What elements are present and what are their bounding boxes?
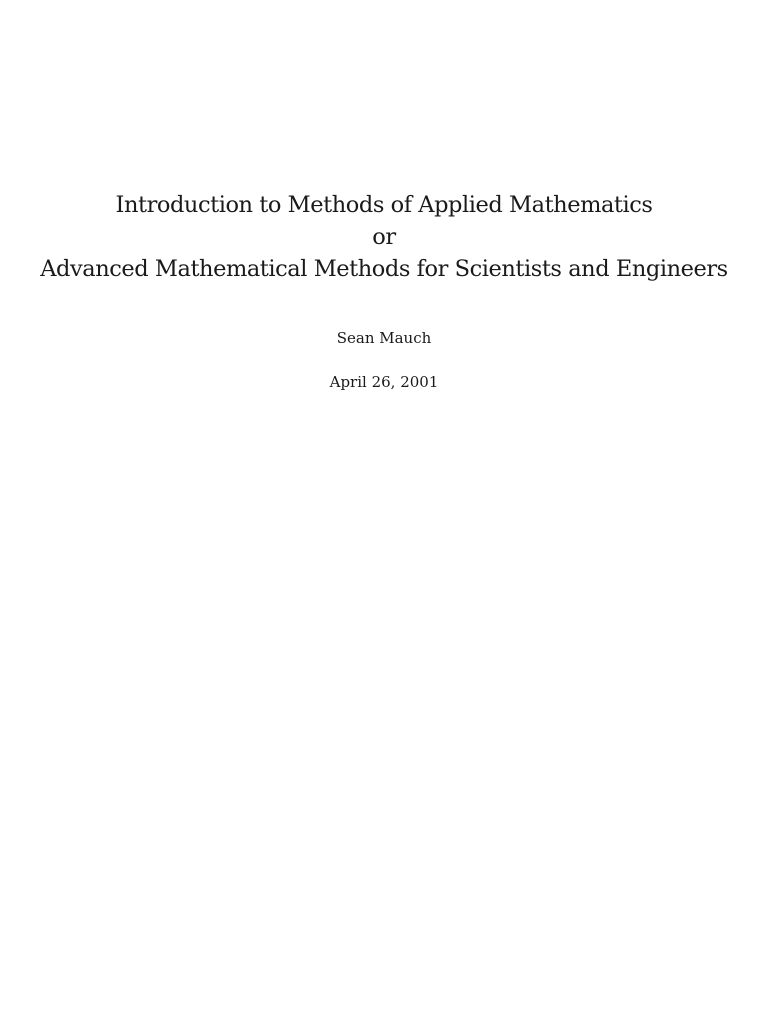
title-block xyxy=(0,189,768,285)
title-line-primary: Introduction to Methods of Applied Mathematics xyxy=(115,192,653,218)
publication-date: April 26, 2001 xyxy=(329,373,439,391)
author-name: Sean Mauch xyxy=(336,329,432,347)
title-line-connector: or xyxy=(372,224,396,250)
title-line-alternate: Advanced Mathematical Methods for Scientists and Engineers xyxy=(40,256,728,282)
